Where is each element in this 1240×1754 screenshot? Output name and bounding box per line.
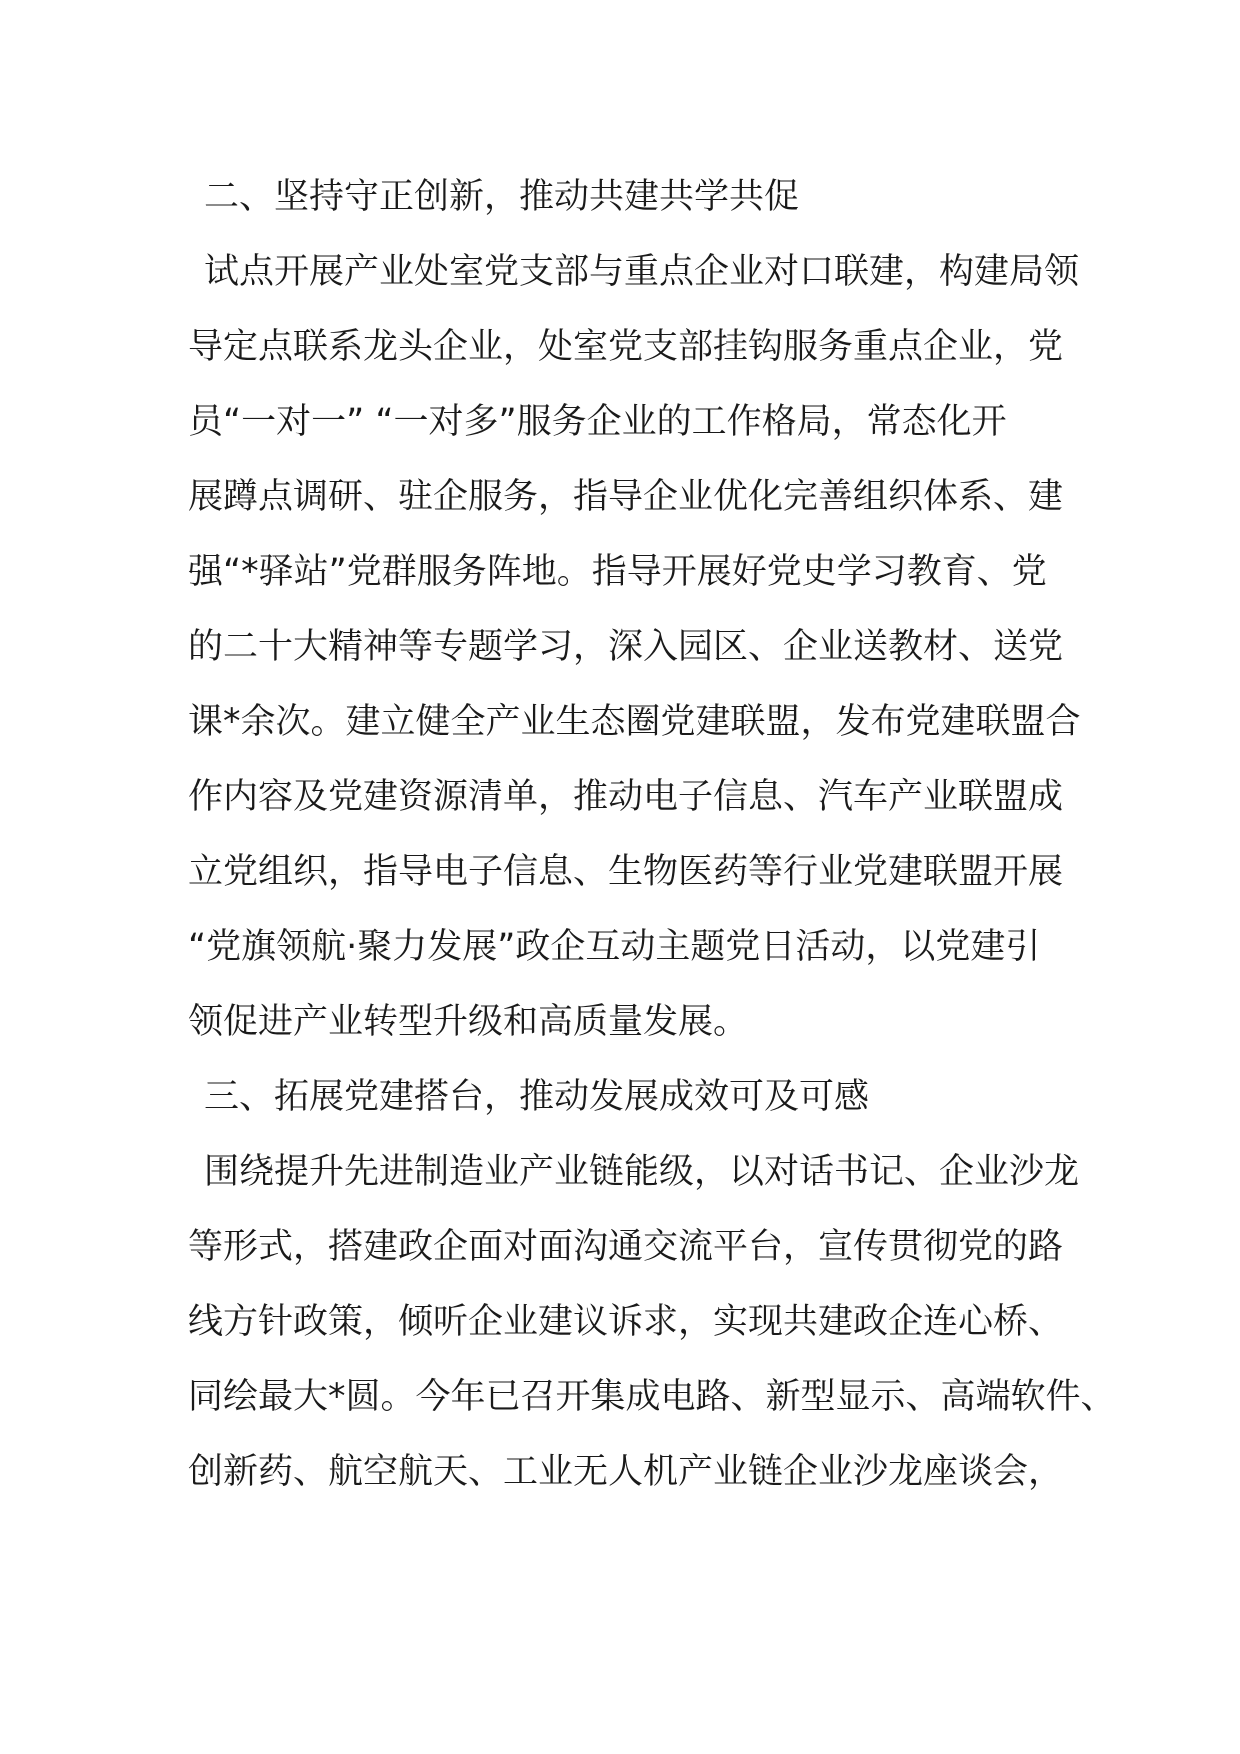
paragraph-line: 作内容及党建资源清单，推动电子信息、汽车产业联盟成 bbox=[188, 777, 1064, 817]
paragraph-line: “党旗领航·聚力发展”政企互动主题党日活动，以党建引 bbox=[188, 927, 1041, 967]
paragraph-line: 立党组织，指导电子信息、生物医药等行业党建联盟开展 bbox=[188, 852, 1064, 892]
paragraph-line: 试点开展产业处室党支部与重点企业对口联建，构建局领 bbox=[204, 252, 1080, 292]
paragraph-line: 展蹲点调研、驻企服务，指导企业优化完善组织体系、建 bbox=[188, 477, 1064, 517]
paragraph-line: 员“一对一” “一对多”服务企业的工作格局，常态化开 bbox=[188, 402, 1007, 442]
section-paragraph bbox=[188, 235, 1081, 1060]
paragraph-line: 的二十大精神等专题学习，深入园区、企业送教材、送党 bbox=[188, 627, 1064, 667]
paragraph-line: 创新药、航空航天、工业无人机产业链企业沙龙座谈会， bbox=[188, 1452, 1064, 1492]
paragraph-line: 围绕提升先进制造业产业链能级，以对话书记、企业沙龙 bbox=[204, 1152, 1080, 1192]
paragraph-line: 同绘最大*圆。今年已召开集成电路、新型显示、高端软件、 bbox=[188, 1377, 1116, 1417]
paragraph-line: 课*余次。建立健全产业生态圈党建联盟，发布党建联盟合 bbox=[188, 702, 1081, 742]
section-heading: 三、拓展党建搭台，推动发展成效可及可感 bbox=[204, 1077, 870, 1117]
document-page bbox=[188, 160, 1116, 1510]
paragraph-line: 导定点联系龙头企业，处室党支部挂钩服务重点企业，党 bbox=[188, 327, 1064, 367]
paragraph-line: 强“*驿站”党群服务阵地。指导开展好党史学习教育、党 bbox=[188, 552, 1047, 592]
paragraph-line: 领促进产业转型升级和高质量发展。 bbox=[188, 1002, 749, 1042]
section-heading: 二、坚持守正创新，推动共建共学共促 bbox=[204, 177, 800, 217]
section-paragraph bbox=[188, 1135, 1116, 1510]
paragraph-line: 等形式，搭建政企面对面沟通交流平台，宣传贯彻党的路 bbox=[188, 1227, 1064, 1267]
paragraph-line: 线方针政策，倾听企业建议诉求，实现共建政企连心桥、 bbox=[188, 1302, 1064, 1342]
